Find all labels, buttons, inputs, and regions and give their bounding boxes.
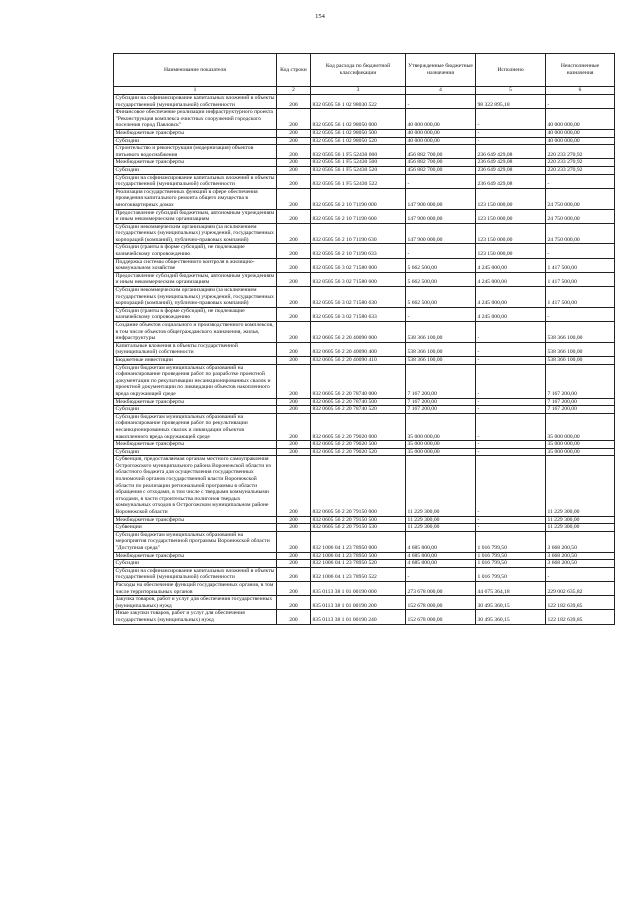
executed-amount-cell: - — [476, 398, 546, 406]
executed-amount-cell: 4 245 000,00 — [476, 258, 546, 272]
budget-classification-cell: 832 0505 56 2 10 71190 600 — [311, 209, 406, 223]
row-code-cell: 200 — [277, 356, 311, 364]
table-row — [114, 524, 615, 532]
executed-amount-cell: 123 150 000,00 — [476, 188, 546, 209]
table-row — [114, 552, 615, 560]
budget-classification-cell: 832 0605 56 2 20 79020 500 — [311, 441, 406, 449]
budget-classification-cell: 832 0505 56 3 02 71580 630 — [311, 287, 406, 308]
table-row — [114, 342, 615, 356]
budget-execution-table — [113, 53, 615, 625]
row-code-cell: 200 — [277, 596, 311, 610]
row-code-cell: 200 — [277, 413, 311, 440]
indicator-name-cell: Субсидии бюджетам муниципальных образований на мероприятия государственной программы Воронежской области "Доступная среда" — [114, 531, 277, 552]
unexecuted-amount-cell: 24 750 000,00 — [546, 223, 615, 244]
table-row — [114, 610, 615, 624]
indicator-name-cell: Субсидии — [114, 448, 277, 456]
budget-classification-cell: 832 1006 04 1 23 78950 000 — [311, 531, 406, 552]
indicator-name-cell: Межбюджетные трансферты — [114, 516, 277, 524]
approved-amount-cell: 152 678 000,00 — [406, 610, 476, 624]
budget-classification-cell: 832 0605 56 2 20 79150 500 — [311, 516, 406, 524]
approved-amount-cell: 7 167 200,00 — [406, 364, 476, 398]
header-unexecuted: Неисполненные назначения — [546, 54, 615, 87]
row-code-cell: 200 — [277, 287, 311, 308]
approved-amount-cell: 5 662 500,00 — [406, 272, 476, 286]
table-row — [114, 287, 615, 308]
indicator-name-cell: Субвенции — [114, 524, 277, 532]
table-row — [114, 129, 615, 137]
unexecuted-amount-cell: 1 417 500,00 — [546, 258, 615, 272]
table-row — [114, 406, 615, 414]
unexecuted-amount-cell: 220 233 270,92 — [546, 159, 615, 167]
budget-classification-cell: 832 0605 56 2 20 40090 000 — [311, 322, 406, 343]
approved-amount-cell: 7 167 200,00 — [406, 406, 476, 414]
executed-amount-cell: 123 150 000,00 — [476, 209, 546, 223]
row-code-cell: 200 — [277, 137, 311, 145]
unexecuted-amount-cell: - — [546, 95, 615, 109]
indicator-name-cell: Субсидии бюджетам муниципальных образований на софинансирование проведения работ по разработке проектной документации по рекультивации несанкционированных свалок и проектной документации по ликвидации объектов накопленного вреда окружающей среде — [114, 364, 277, 398]
indicator-name-cell: Капитальные вложения в объекты государственной (муниципальной) собственности — [114, 342, 277, 356]
approved-amount-cell: 11 229 300,00 — [406, 456, 476, 516]
row-code-cell: 200 — [277, 406, 311, 414]
row-code-cell: 200 — [277, 322, 311, 343]
approved-amount-cell: - — [406, 567, 476, 581]
budget-classification-cell: 832 0505 56 1 F5 52430 000 — [311, 145, 406, 159]
executed-amount-cell: 123 150 000,00 — [476, 244, 546, 258]
row-code-cell: 200 — [277, 307, 311, 321]
unexecuted-amount-cell: 122 182 639,85 — [546, 610, 615, 624]
row-code-cell: 200 — [277, 610, 311, 624]
table-row — [114, 531, 615, 552]
row-code-cell: 200 — [277, 531, 311, 552]
row-code-cell: 200 — [277, 441, 311, 449]
row-code-cell: 200 — [277, 398, 311, 406]
executed-amount-cell: - — [476, 356, 546, 364]
indicator-name-cell: Межбюджетные трансферты — [114, 129, 277, 137]
unexecuted-amount-cell: 35 000 000,00 — [546, 441, 615, 449]
row-code-cell: 200 — [277, 174, 311, 188]
indicator-name-cell: Субсидии — [114, 406, 277, 414]
executed-amount-cell: 236 649 429,08 — [476, 159, 546, 167]
unexecuted-amount-cell: 11 229 300,00 — [546, 456, 615, 516]
approved-amount-cell: - — [406, 307, 476, 321]
approved-amount-cell: - — [406, 95, 476, 109]
approved-amount-cell: 40 000 000,00 — [406, 109, 476, 130]
approved-amount-cell: 40 000 000,00 — [406, 137, 476, 145]
header-indicator-name: Наименование показателя — [114, 54, 277, 87]
budget-classification-cell: 832 1006 04 1 23 78950 500 — [311, 552, 406, 560]
indicator-name-cell: Субсидии некоммерческим организациям (за исключением государственных (муниципальных) учреждений, государственных корпораций (компаний), публично-правовых компаний) — [114, 287, 277, 308]
column-number: 3 — [311, 87, 406, 95]
executed-amount-cell: - — [476, 109, 546, 130]
row-code-cell: 200 — [277, 552, 311, 560]
executed-amount-cell: - — [476, 516, 546, 524]
budget-classification-cell: 832 0505 56 1 F5 52430 522 — [311, 174, 406, 188]
approved-amount-cell: - — [406, 244, 476, 258]
approved-amount-cell: 538 366 100,00 — [406, 342, 476, 356]
indicator-name-cell: Межбюджетные трансферты — [114, 159, 277, 167]
unexecuted-amount-cell: 3 668 200,50 — [546, 552, 615, 560]
table-row — [114, 567, 615, 581]
unexecuted-amount-cell: 220 233 270,92 — [546, 166, 615, 174]
budget-classification-cell: 832 0505 56 1 02 98050 520 — [311, 137, 406, 145]
table-row — [114, 188, 615, 209]
executed-amount-cell: 44 675 364,18 — [476, 581, 546, 595]
row-code-cell: 200 — [277, 342, 311, 356]
column-number: 5 — [476, 87, 546, 95]
approved-amount-cell: 538 366 100,00 — [406, 356, 476, 364]
table-row — [114, 398, 615, 406]
budget-classification-cell: 832 1006 04 1 23 78950 522 — [311, 567, 406, 581]
budget-classification-cell: 832 0605 56 2 20 79020 000 — [311, 413, 406, 440]
row-code-cell: 200 — [277, 188, 311, 209]
table-row — [114, 174, 615, 188]
budget-classification-cell: 835 0113 38 1 01 00190 200 — [311, 596, 406, 610]
executed-amount-cell: - — [476, 342, 546, 356]
executed-amount-cell: - — [476, 456, 546, 516]
budget-classification-cell: 832 0605 56 2 20 78740 000 — [311, 364, 406, 398]
row-code-cell: 200 — [277, 448, 311, 456]
row-code-cell: 200 — [277, 258, 311, 272]
table-row — [114, 258, 615, 272]
row-code-cell: 200 — [277, 129, 311, 137]
table-row — [114, 166, 615, 174]
executed-amount-cell: - — [476, 137, 546, 145]
indicator-name-cell: Бюджетные инвестиции — [114, 356, 277, 364]
column-number: 6 — [546, 87, 615, 95]
executed-amount-cell: - — [476, 322, 546, 343]
table-row — [114, 137, 615, 145]
executed-amount-cell: 1 016 799,50 — [476, 567, 546, 581]
indicator-name-cell: Межбюджетные трансферты — [114, 552, 277, 560]
unexecuted-amount-cell: 220 233 270,92 — [546, 145, 615, 159]
unexecuted-amount-cell: 24 750 000,00 — [546, 188, 615, 209]
executed-amount-cell: 98 322 895,18 — [476, 95, 546, 109]
budget-classification-cell: 832 0505 56 2 10 71190 630 — [311, 223, 406, 244]
table-row — [114, 272, 615, 286]
row-code-cell: 200 — [277, 516, 311, 524]
row-code-cell: 200 — [277, 209, 311, 223]
executed-amount-cell: - — [476, 448, 546, 456]
budget-classification-cell: 832 0605 56 2 20 40090 400 — [311, 342, 406, 356]
budget-classification-cell: 832 1006 04 1 23 78950 520 — [311, 560, 406, 568]
row-code-cell: 200 — [277, 364, 311, 398]
approved-amount-cell: 147 900 000,00 — [406, 223, 476, 244]
approved-amount-cell: 35 000 000,00 — [406, 441, 476, 449]
approved-amount-cell: 147 900 000,00 — [406, 188, 476, 209]
executed-amount-cell: 4 245 000,00 — [476, 307, 546, 321]
row-code-cell: 200 — [277, 223, 311, 244]
approved-amount-cell: 456 882 700,00 — [406, 166, 476, 174]
indicator-name-cell: Субсидии бюджетам муниципальных образований на софинансирование проведения работ по рекультивации несанкционированных свалок и ликвидации объектов накопленного вреда окружающей среде — [114, 413, 277, 440]
approved-amount-cell: 5 662 500,00 — [406, 287, 476, 308]
header-budget-classification: Код расхода по бюджетной классификации — [311, 54, 406, 87]
table-row — [114, 441, 615, 449]
unexecuted-amount-cell: 122 182 639,85 — [546, 596, 615, 610]
budget-classification-cell: 832 0505 56 2 10 71190 633 — [311, 244, 406, 258]
unexecuted-amount-cell: 538 366 100,00 — [546, 342, 615, 356]
executed-amount-cell: 236 649 429,08 — [476, 145, 546, 159]
table-row — [114, 413, 615, 440]
indicator-name-cell: Субсидии (гранты в форме субсидий), не подлежащие казначейскому сопровождению — [114, 244, 277, 258]
table-row — [114, 322, 615, 343]
indicator-name-cell: Иные закупки товаров, работ и услуг для обеспечения государственных (муниципальных) нужд — [114, 610, 277, 624]
approved-amount-cell: 11 229 300,00 — [406, 524, 476, 532]
column-number: 4 — [406, 87, 476, 95]
approved-amount-cell: 4 685 000,00 — [406, 552, 476, 560]
approved-amount-cell: 7 167 200,00 — [406, 398, 476, 406]
executed-amount-cell: 236 649 429,08 — [476, 174, 546, 188]
budget-classification-cell: 832 0505 56 1 02 98050 000 — [311, 109, 406, 130]
unexecuted-amount-cell: 3 668 200,50 — [546, 531, 615, 552]
budget-classification-cell: 832 0605 56 2 20 79150 000 — [311, 456, 406, 516]
indicator-name-cell: Строительство и реконструкция (модернизация) объектов питьевого водоснабжения — [114, 145, 277, 159]
unexecuted-amount-cell: 11 229 300,00 — [546, 516, 615, 524]
unexecuted-amount-cell: 7 167 200,00 — [546, 406, 615, 414]
budget-classification-cell: 835 0113 38 1 01 00190 240 — [311, 610, 406, 624]
indicator-name-cell: Реализация государственных функций в сфере обеспечения проведения капитального ремонта общего имущества в многоквартирных домах — [114, 188, 277, 209]
unexecuted-amount-cell: 24 750 000,00 — [546, 209, 615, 223]
unexecuted-amount-cell: - — [546, 174, 615, 188]
unexecuted-amount-cell: 1 417 500,00 — [546, 272, 615, 286]
table-row — [114, 223, 615, 244]
table-row — [114, 560, 615, 568]
approved-amount-cell: 5 662 500,00 — [406, 258, 476, 272]
indicator-name-cell: Финансовое обеспечение реализации инфраструктурного проекта "Реконструкция комплекса очистных сооружений городского поселения город Павловск" — [114, 109, 277, 130]
indicator-name-cell: Создание объектов социального и производственного комплексов, в том числе объектов общегражданского назначения, жилья, инфраструктуры — [114, 322, 277, 343]
table-row — [114, 307, 615, 321]
unexecuted-amount-cell: 40 000 000,00 — [546, 129, 615, 137]
indicator-name-cell: Субсидии — [114, 137, 277, 145]
table-row — [114, 209, 615, 223]
indicator-name-cell: Предоставление субсидий бюджетным, автономным учреждениям и иным некоммерческим организациям — [114, 209, 277, 223]
unexecuted-amount-cell: 229 002 635,82 — [546, 581, 615, 595]
indicator-name-cell: Субвенция, предоставляемая органам местного самоуправления Острогожского муниципального района Воронежской области из областного бюджета для осуществления государственных полномочий органов государственной власти Воронежской области по реализации региональной программы в области обращения с отходами, в том числе с твердыми коммунальными отходами, в части строительства полигонов твердых коммунальных отходов в Острогожском муниципальном районе Воронежской области — [114, 456, 277, 516]
budget-classification-cell: 832 0605 56 2 20 79150 530 — [311, 524, 406, 532]
table-row — [114, 95, 615, 109]
unexecuted-amount-cell: 7 167 200,00 — [546, 398, 615, 406]
executed-amount-cell: 1 016 799,50 — [476, 560, 546, 568]
approved-amount-cell: 35 000 000,00 — [406, 448, 476, 456]
row-code-cell: 200 — [277, 95, 311, 109]
unexecuted-amount-cell: 35 000 000,00 — [546, 448, 615, 456]
executed-amount-cell: 4 245 000,00 — [476, 287, 546, 308]
table-row — [114, 448, 615, 456]
page-number: 154 — [315, 13, 325, 20]
budget-classification-cell: 832 0605 56 2 20 78740 520 — [311, 406, 406, 414]
table-body — [114, 95, 615, 625]
unexecuted-amount-cell: 40 000 000,00 — [546, 109, 615, 130]
unexecuted-amount-cell: 3 668 200,50 — [546, 560, 615, 568]
executed-amount-cell: 236 649 429,08 — [476, 166, 546, 174]
header-row-code: Код строки — [277, 54, 311, 87]
table-row — [114, 364, 615, 398]
budget-classification-cell: 832 0505 56 1 F5 52430 520 — [311, 166, 406, 174]
row-code-cell: 200 — [277, 581, 311, 595]
executed-amount-cell: 4 245 000,00 — [476, 272, 546, 286]
budget-classification-cell: 835 0113 38 1 01 00190 000 — [311, 581, 406, 595]
table-row — [114, 244, 615, 258]
unexecuted-amount-cell: - — [546, 307, 615, 321]
budget-classification-cell: 832 0505 56 1 02 98030 522 — [311, 95, 406, 109]
budget-classification-cell: 832 0505 56 1 02 98050 500 — [311, 129, 406, 137]
indicator-name-cell: Субсидии на софинансирование капитальных вложений в объекты государственной (муниципальной) собственности — [114, 567, 277, 581]
approved-amount-cell: 152 678 000,00 — [406, 596, 476, 610]
table-row — [114, 159, 615, 167]
unexecuted-amount-cell: - — [546, 244, 615, 258]
indicator-name-cell: Межбюджетные трансферты — [114, 398, 277, 406]
budget-classification-cell: 832 0605 56 2 20 78740 500 — [311, 398, 406, 406]
approved-amount-cell: 273 678 000,00 — [406, 581, 476, 595]
indicator-name-cell: Субсидии некоммерческим организациям (за исключением государственных (муниципальных) учреждений, государственных корпораций (компаний), публично-правовых компаний) — [114, 223, 277, 244]
row-code-cell: 200 — [277, 567, 311, 581]
executed-amount-cell: - — [476, 364, 546, 398]
unexecuted-amount-cell: 538 366 100,00 — [546, 356, 615, 364]
executed-amount-cell: 1 016 799,50 — [476, 552, 546, 560]
indicator-name-cell: Субсидии на софинансирование капитальных вложений в объекты государственной (муниципальной) собственности — [114, 95, 277, 109]
header-approved: Утвержденные бюджетные назначения — [406, 54, 476, 87]
table-row — [114, 145, 615, 159]
executed-amount-cell: - — [476, 413, 546, 440]
column-number-row — [114, 87, 615, 95]
approved-amount-cell: 538 366 100,00 — [406, 322, 476, 343]
executed-amount-cell: 30 495 360,15 — [476, 596, 546, 610]
unexecuted-amount-cell: - — [546, 567, 615, 581]
unexecuted-amount-cell: 1 417 500,00 — [546, 287, 615, 308]
unexecuted-amount-cell: 7 167 200,00 — [546, 364, 615, 398]
budget-classification-cell: 832 0605 56 2 20 40090 410 — [311, 356, 406, 364]
approved-amount-cell: 11 229 300,00 — [406, 516, 476, 524]
row-code-cell: 200 — [277, 560, 311, 568]
indicator-name-cell: Поддержка системы общественного контроля в жилищно-коммунальном хозяйстве — [114, 258, 277, 272]
budget-classification-cell: 832 0505 56 2 10 71190 000 — [311, 188, 406, 209]
budget-classification-cell: 832 0605 56 2 20 79020 520 — [311, 448, 406, 456]
row-code-cell: 200 — [277, 145, 311, 159]
row-code-cell: 200 — [277, 456, 311, 516]
unexecuted-amount-cell: 35 000 000,00 — [546, 413, 615, 440]
executed-amount-cell: 1 016 799,50 — [476, 531, 546, 552]
row-code-cell: 200 — [277, 524, 311, 532]
approved-amount-cell: - — [406, 174, 476, 188]
row-code-cell: 200 — [277, 159, 311, 167]
unexecuted-amount-cell: 40 000 000,00 — [546, 137, 615, 145]
approved-amount-cell: 456 882 700,00 — [406, 159, 476, 167]
table-row — [114, 356, 615, 364]
indicator-name-cell: Субсидии — [114, 560, 277, 568]
approved-amount-cell: 147 900 000,00 — [406, 209, 476, 223]
indicator-name-cell: Субсидии на софинансирование капитальных вложений в объекты государственной (муниципальной) собственности — [114, 174, 277, 188]
unexecuted-amount-cell: 11 229 300,00 — [546, 524, 615, 532]
row-code-cell: 200 — [277, 272, 311, 286]
executed-amount-cell: - — [476, 441, 546, 449]
row-code-cell: 200 — [277, 166, 311, 174]
executed-amount-cell: 123 150 000,00 — [476, 223, 546, 244]
table-row — [114, 456, 615, 516]
column-number: 1 — [114, 87, 277, 95]
approved-amount-cell: 4 685 000,00 — [406, 531, 476, 552]
indicator-name-cell: Субсидии (гранты в форме субсидий), не подлежащие казначейскому сопровождению — [114, 307, 277, 321]
table-header-row — [114, 54, 615, 87]
budget-classification-cell: 832 0505 56 3 02 71580 633 — [311, 307, 406, 321]
column-number: 2 — [277, 87, 311, 95]
table-row — [114, 516, 615, 524]
budget-classification-cell: 832 0505 56 1 F5 52430 500 — [311, 159, 406, 167]
approved-amount-cell: 40 000 000,00 — [406, 129, 476, 137]
header-executed: Исполнено — [476, 54, 546, 87]
indicator-name-cell: Расходы на обеспечение функций государственных органов, в том числе территориальных органов — [114, 581, 277, 595]
executed-amount-cell: - — [476, 129, 546, 137]
indicator-name-cell: Предоставление субсидий бюджетным, автономным учреждениям и иным некоммерческим организациям — [114, 272, 277, 286]
approved-amount-cell: 35 000 000,00 — [406, 413, 476, 440]
row-code-cell: 200 — [277, 109, 311, 130]
approved-amount-cell: 4 685 000,00 — [406, 560, 476, 568]
budget-classification-cell: 832 0505 56 3 02 71580 000 — [311, 258, 406, 272]
indicator-name-cell: Субсидии — [114, 166, 277, 174]
table-row — [114, 596, 615, 610]
unexecuted-amount-cell: 538 366 100,00 — [546, 322, 615, 343]
executed-amount-cell: 30 495 360,15 — [476, 610, 546, 624]
executed-amount-cell: - — [476, 524, 546, 532]
budget-classification-cell: 832 0505 56 3 02 71580 600 — [311, 272, 406, 286]
executed-amount-cell: - — [476, 406, 546, 414]
table-row — [114, 581, 615, 595]
table-row — [114, 109, 615, 130]
indicator-name-cell: Межбюджетные трансферты — [114, 441, 277, 449]
indicator-name-cell: Закупка товаров, работ и услуг для обеспечения государственных (муниципальных) нужд — [114, 596, 277, 610]
row-code-cell: 200 — [277, 244, 311, 258]
approved-amount-cell: 456 882 700,00 — [406, 145, 476, 159]
